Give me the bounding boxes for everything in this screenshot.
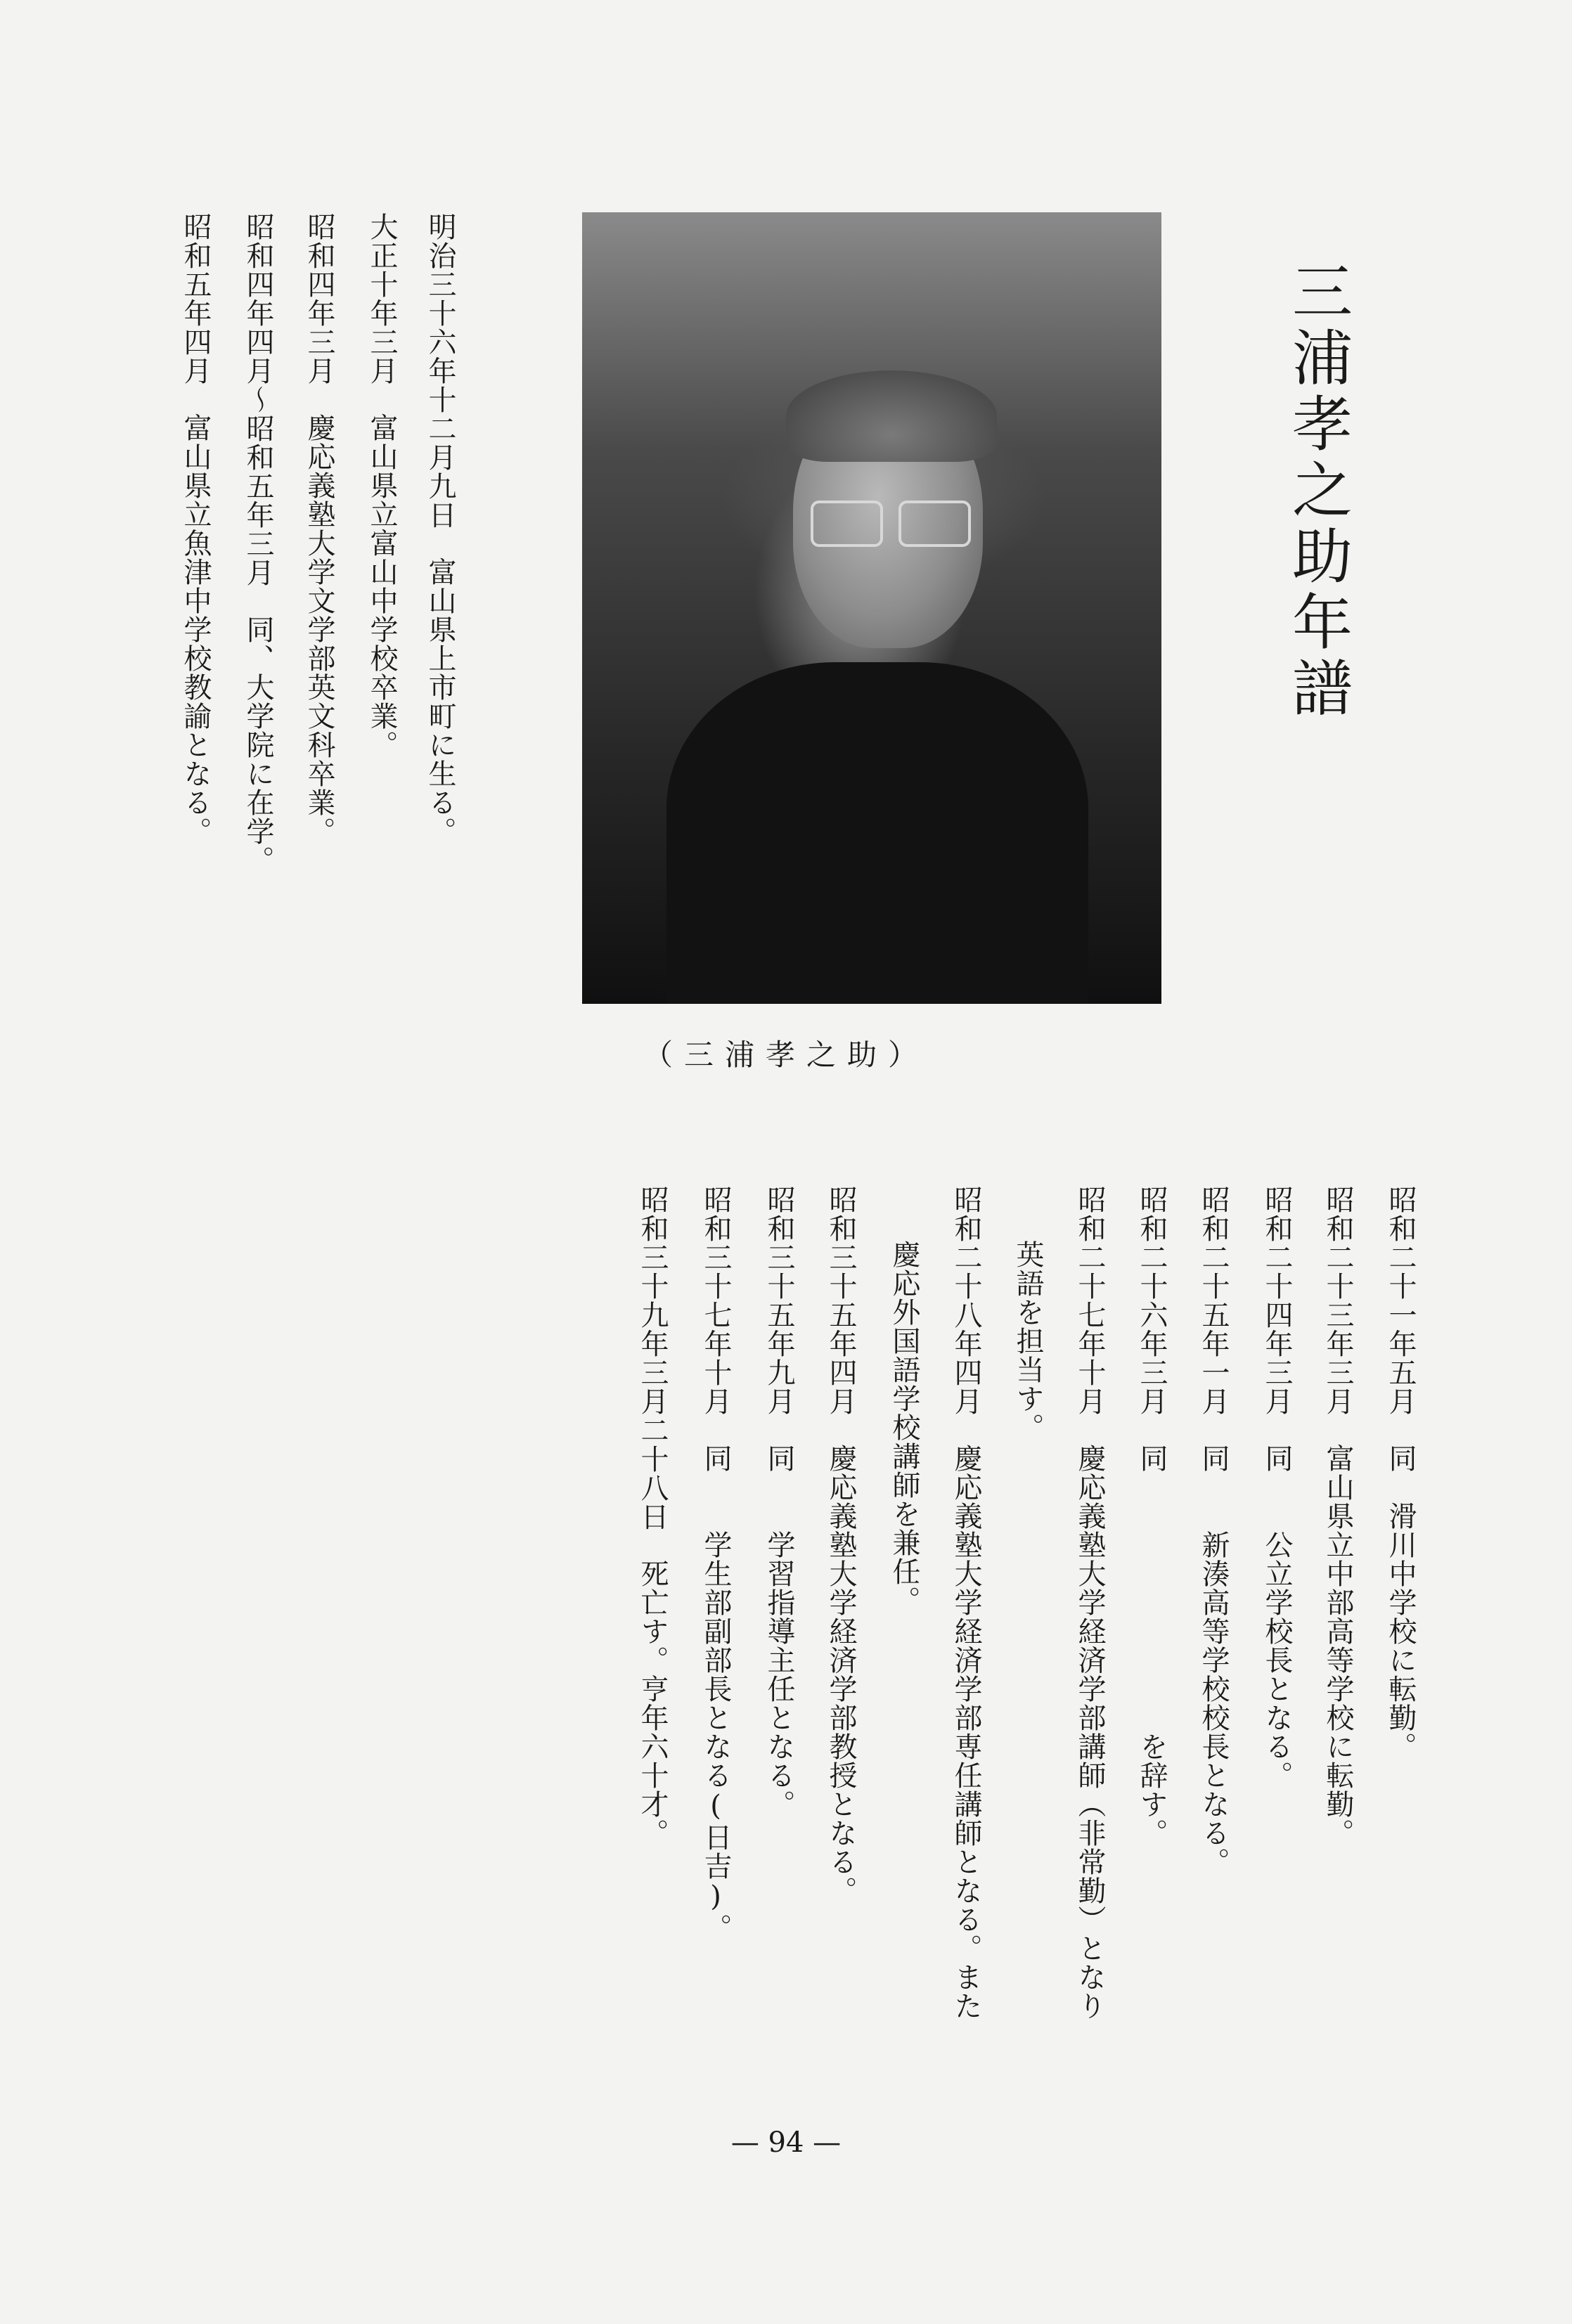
entry-text: 富山県立中部高等学校に転勤。 <box>1322 1444 1354 1847</box>
entry-date: 昭和二十五年一月 <box>1197 1185 1230 1416</box>
entry-text: 慶応外国語学校講師を兼任。 <box>888 1240 920 1615</box>
entry-text: 慶応義塾大学経済学部専任講師となる。また <box>950 1444 982 2020</box>
entry-date: 昭和三十七年十月 <box>700 1185 732 1416</box>
photo-glasses-left <box>811 501 883 547</box>
entry-text: 同 を辞す。 <box>1135 1444 1168 1847</box>
chronology-entry <box>244 212 272 874</box>
entry-date: 昭和三十九年三月二十八日 <box>636 1185 669 1531</box>
entry-date: 大正十年三月 <box>366 212 398 385</box>
chronology-entry <box>181 212 210 846</box>
chronology-entry <box>952 1185 980 2020</box>
entry-date: 昭和五年四月 <box>179 212 212 385</box>
chronology-entry <box>1199 1185 1228 1876</box>
entry-date: 昭和二十七年十月 <box>1074 1185 1106 1416</box>
entry-date: 昭和四年三月 <box>303 212 335 385</box>
entry-date: 昭和二十三年三月 <box>1322 1185 1354 1416</box>
chronology-entry <box>1324 1185 1352 1847</box>
chronology-entry <box>765 1185 793 1819</box>
chronology-entry <box>1386 1185 1415 1761</box>
entry-text: 同 滑川中学校に転勤。 <box>1384 1444 1417 1761</box>
photo-hair-shape <box>786 370 997 462</box>
entry-text: 同、大学院に在学。 <box>242 615 274 874</box>
entry-date: 昭和二十六年三月 <box>1135 1185 1168 1416</box>
entry-date: 昭和二十四年三月 <box>1261 1185 1293 1416</box>
entry-date: 昭和二十八年四月 <box>950 1185 982 1416</box>
chronology-entry <box>368 212 396 759</box>
photo-glasses-right <box>898 501 971 547</box>
entry-date: 昭和四年四月〜昭和五年三月 <box>242 212 274 587</box>
chronology-entry-continuation <box>1014 1240 1042 1442</box>
page-title: 三浦孝之助年譜 <box>1282 260 1352 723</box>
entry-text: 英語を担当す。 <box>1012 1240 1044 1442</box>
entry-text: 慶応義塾大学経済学部講師（非常勤）となり <box>1074 1444 1106 2020</box>
photo-coat-shape <box>666 662 1088 1004</box>
entry-text: 同 公立学校長となる。 <box>1261 1444 1293 1790</box>
entry-text: 慶応義塾大学経済学部教授となる。 <box>825 1444 857 1905</box>
chronology-entry-continuation <box>890 1240 918 1615</box>
entry-date: 明治三十六年十二月九日 <box>424 212 456 529</box>
entry-date: 昭和二十一年五月 <box>1384 1185 1417 1416</box>
entry-text: 慶応義塾大学文学部英文科卒業。 <box>303 413 335 846</box>
entry-text: 富山県立魚津中学校教諭となる。 <box>179 413 212 846</box>
entry-date: 昭和三十五年四月 <box>825 1185 857 1416</box>
entry-text: 同 学生部副部長となる(日吉)。 <box>700 1444 732 1942</box>
chronology-entry <box>1263 1185 1291 1790</box>
entry-text: 同 学習指導主任となる。 <box>763 1444 795 1819</box>
entry-text: 死亡す。亨年六十才。 <box>636 1559 669 1847</box>
chronology-entry <box>1135 1185 1168 1847</box>
chronology-entry <box>702 1185 730 1942</box>
entry-text: 富山県立富山中学校卒業。 <box>366 413 398 759</box>
page-number: — 94 — <box>730 2126 842 2159</box>
entry-text: 同 新湊高等学校校長となる。 <box>1197 1444 1230 1876</box>
entry-date: 昭和三十五年九月 <box>763 1185 795 1416</box>
chronology-entry <box>827 1185 855 1905</box>
chronology-entry <box>1076 1185 1104 2020</box>
chronology-entry <box>305 212 333 846</box>
photo-caption: （三浦孝之助） <box>643 1038 929 1072</box>
chronology-entry <box>426 212 454 846</box>
entry-text: 富山県上市町に生る。 <box>424 557 456 846</box>
chronology-entry <box>636 1185 669 1847</box>
portrait-photo <box>582 212 1161 1004</box>
